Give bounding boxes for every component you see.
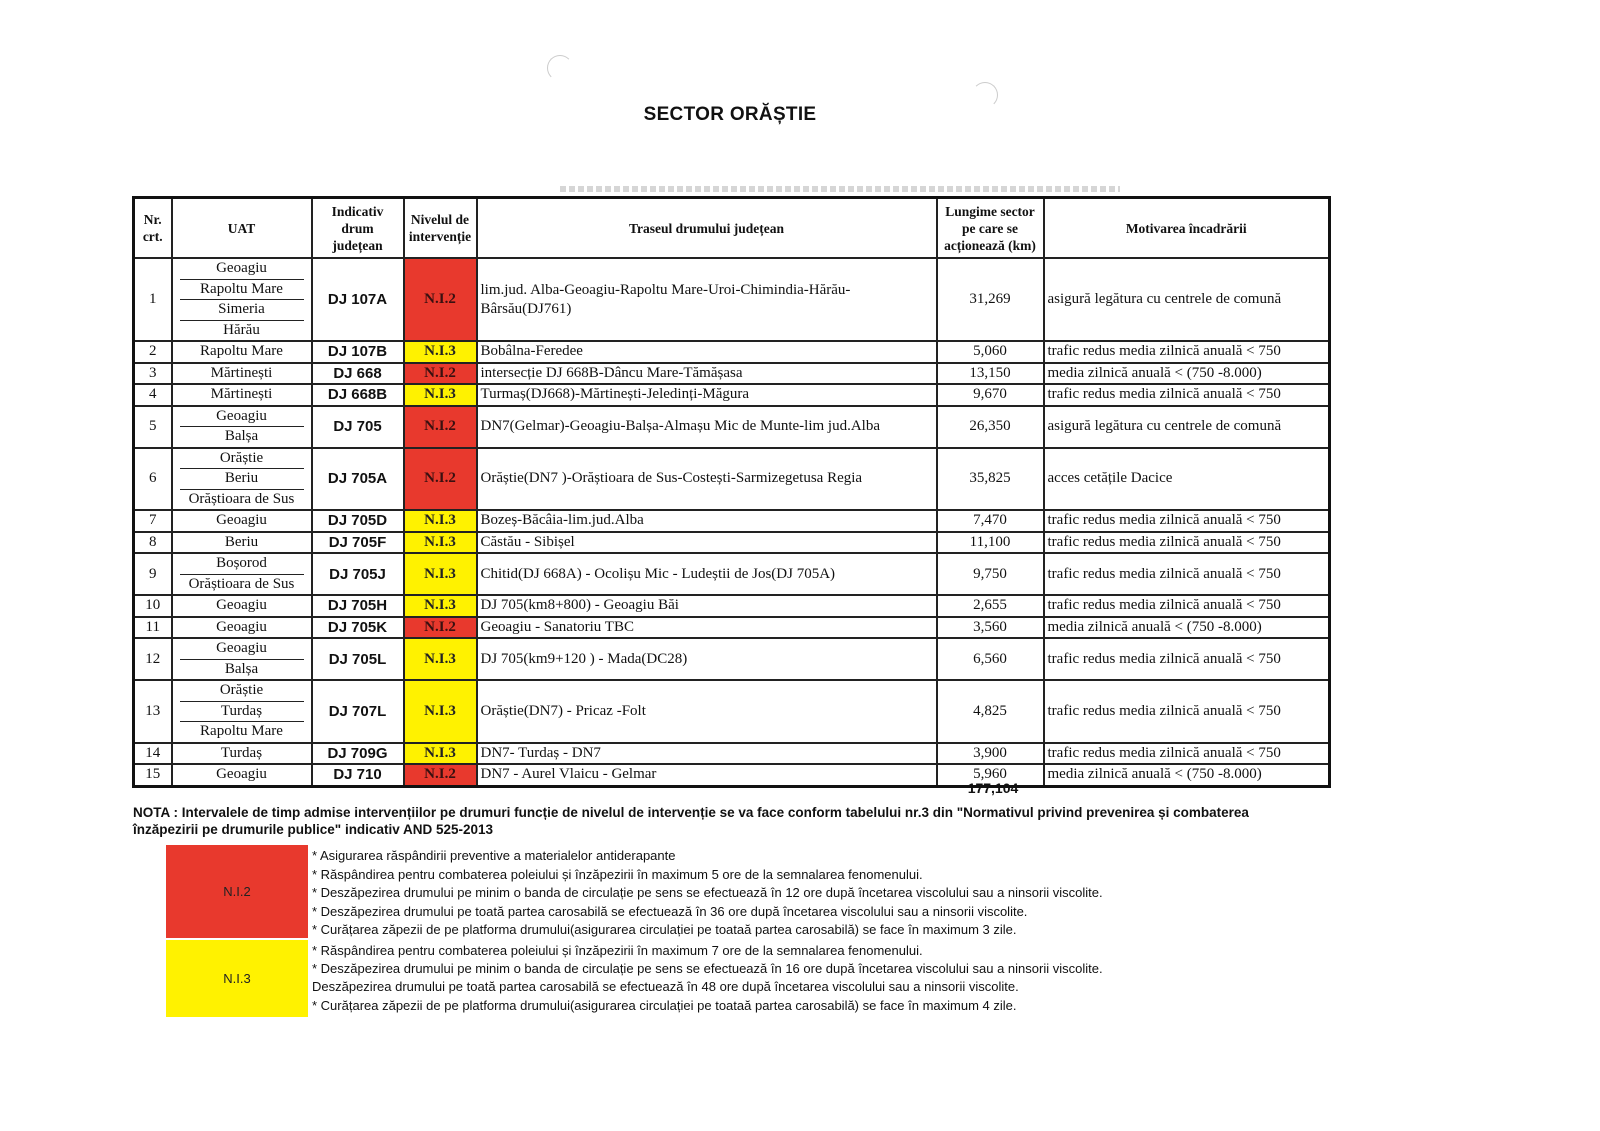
legend-line: * Deszăpezirea drumului pe toată partea carosabilă se efectuează în 36 ore după încetarea viscolului sau a ninsorii viscolite. — [312, 903, 1028, 919]
road-code: DJ 107B — [312, 341, 404, 363]
legend-line: * Răspândirea pentru combaterea poleiului și înzăpezirii în maximum 5 ore de la semnalarea fenomenului. — [312, 866, 923, 882]
sector-length: 6,560 — [937, 638, 1044, 680]
uat-cell — [172, 638, 312, 680]
row-number: 14 — [134, 743, 172, 765]
intervention-level-badge: N.I.2 — [404, 448, 477, 511]
motivation: trafic redus media zilnică anuală < 750 — [1044, 532, 1330, 554]
route-description: DJ 705(km9+120 ) - Mada(DC28) — [477, 638, 937, 680]
legend-row-ni3 — [166, 940, 1266, 1017]
motivation: trafic redus media zilnică anuală < 750 — [1044, 510, 1330, 532]
uat-list — [176, 407, 308, 447]
table-body — [134, 258, 1330, 786]
intervention-level-badge: N.I.2 — [404, 363, 477, 385]
table-row — [134, 595, 1330, 617]
road-code: DJ 705J — [312, 553, 404, 595]
uat-cell — [172, 764, 312, 786]
route-description: Turmaș(DJ668)-Mărtinești-Jeledinți-Măgura — [477, 384, 937, 406]
uat-item: Orăștioara de Sus — [188, 490, 295, 507]
uat-list — [176, 618, 308, 638]
table-row — [134, 510, 1330, 532]
motivation: acces cetățile Dacice — [1044, 448, 1330, 511]
motivation: trafic redus media zilnică anuală < 750 — [1044, 384, 1330, 406]
sector-length: 3,560 — [937, 617, 1044, 639]
table-row — [134, 384, 1330, 406]
table-row — [134, 638, 1330, 680]
motivation: trafic redus media zilnică anuală < 750 — [1044, 743, 1330, 765]
row-number: 5 — [134, 406, 172, 448]
uat-item: Geoagiu — [216, 766, 267, 783]
route-description: DN7(Gelmar)-Geoagiu-Balșa-Almașu Mic de Munte-lim jud.Alba — [477, 406, 937, 448]
uat-list — [176, 596, 308, 616]
road-code: DJ 710 — [312, 764, 404, 786]
road-code: DJ 668B — [312, 384, 404, 406]
sector-length: 4,825 — [937, 680, 1044, 743]
legend-line: * Curățarea zăpezii de pe platforma drumului(asigurarea circulației pe toataă partea carosabilă) se face în maximum 3 zile. — [312, 922, 1017, 938]
table-row — [134, 764, 1330, 786]
uat-item: Orăștie — [180, 681, 304, 702]
header-lungime: Lungime sector pe care se acționează (km) — [937, 198, 1044, 259]
header-uat: UAT — [172, 198, 312, 259]
road-code: DJ 705D — [312, 510, 404, 532]
table-header-row — [134, 198, 1330, 259]
uat-item: Geoagiu — [216, 512, 267, 529]
uat-cell — [172, 384, 312, 406]
uat-item: Geoagiu — [216, 618, 267, 635]
route-description: Orăștie(DN7) - Pricaz -Folt — [477, 680, 937, 743]
intervention-level-badge: N.I.3 — [404, 510, 477, 532]
route-description: DN7 - Aurel Vlaicu - Gelmar — [477, 764, 937, 786]
road-code: DJ 705A — [312, 448, 404, 511]
table-row — [134, 406, 1330, 448]
uat-item: Geoagiu — [180, 259, 304, 280]
intervention-level-badge: N.I.3 — [404, 341, 477, 363]
note-text: NOTA : Intervalele de timp admise intervențiilor pe drumuri funcție de nivelul de intervenție se va face conform tabelului nr.3 din "Normativul privind prevenirea și combaterea înzăpezirii pe drumurile publice" indicativ AND 525-2013 — [133, 805, 1249, 837]
uat-cell — [172, 617, 312, 639]
route-description: Chitid(DJ 668A) - Ocolișu Mic - Ludeștii de Jos(DJ 705A) — [477, 553, 937, 595]
table-row — [134, 617, 1330, 639]
uat-list — [176, 385, 308, 405]
table-row — [134, 258, 1330, 341]
header-nr: Nr. crt. — [134, 198, 172, 259]
legend-line: * Curățarea zăpezii de pe platforma drumului(asigurarea circulației pe toataă partea carosabilă) se face în maximum 4 zile. — [312, 997, 1017, 1013]
intervention-level-badge: N.I.3 — [404, 595, 477, 617]
table-row — [134, 448, 1330, 511]
legend-swatch-ni3: N.I.3 — [166, 940, 308, 1017]
sector-length: 5,960 — [937, 764, 1044, 786]
uat-item: Geoagiu — [180, 639, 304, 660]
intervention-level-badge: N.I.2 — [404, 764, 477, 786]
legend-row-ni2 — [166, 845, 1266, 940]
row-number: 4 — [134, 384, 172, 406]
row-number: 6 — [134, 448, 172, 511]
uat-item: Beriu — [224, 533, 259, 550]
row-number: 2 — [134, 341, 172, 363]
header-indicativ: Indicativ drum județean — [312, 198, 404, 259]
uat-cell — [172, 258, 312, 341]
motivation: media zilnică anuală < (750 -8.000) — [1044, 363, 1330, 385]
uat-cell — [172, 341, 312, 363]
uat-item: Hărău — [223, 321, 260, 338]
scan-artifact — [547, 55, 573, 81]
row-number: 12 — [134, 638, 172, 680]
uat-list — [176, 511, 308, 531]
row-number: 9 — [134, 553, 172, 595]
motivation: media zilnică anuală < (750 -8.000) — [1044, 617, 1330, 639]
uat-item: Orăștie — [180, 449, 304, 470]
uat-item: Mărtinești — [210, 386, 273, 403]
road-code: DJ 709G — [312, 743, 404, 765]
uat-item: Turdaș — [220, 744, 263, 761]
uat-list — [176, 765, 308, 785]
route-description: DN7- Turdaș - DN7 — [477, 743, 937, 765]
intervention-level-badge: N.I.3 — [404, 638, 477, 680]
sector-length: 5,060 — [937, 341, 1044, 363]
table-row — [134, 363, 1330, 385]
uat-list — [176, 364, 308, 384]
sector-length: 11,100 — [937, 532, 1044, 554]
sector-length: 13,150 — [937, 363, 1044, 385]
faded-header-text — [560, 186, 1120, 192]
uat-cell — [172, 363, 312, 385]
road-code: DJ 705H — [312, 595, 404, 617]
motivation: asigură legătura cu centrele de comună — [1044, 406, 1330, 448]
row-number: 8 — [134, 532, 172, 554]
motivation: trafic redus media zilnică anuală < 750 — [1044, 638, 1330, 680]
row-number: 10 — [134, 595, 172, 617]
uat-list — [176, 342, 308, 362]
row-number: 7 — [134, 510, 172, 532]
legend-line: Deszăpezirea drumului pe toată partea carosabilă se efectuează în 48 ore după încetarea viscolului sau a ninsorii viscolite. — [312, 979, 1019, 995]
uat-list — [176, 639, 308, 679]
sector-length: 9,670 — [937, 384, 1044, 406]
uat-cell — [172, 510, 312, 532]
uat-item: Mărtinești — [210, 364, 273, 381]
header-traseu: Traseul drumului județean — [477, 198, 937, 259]
table-row — [134, 341, 1330, 363]
uat-item: Simeria — [180, 300, 304, 321]
motivation: media zilnică anuală < (750 -8.000) — [1044, 764, 1330, 786]
road-code: DJ 707L — [312, 680, 404, 743]
motivation: trafic redus media zilnică anuală < 750 — [1044, 553, 1330, 595]
uat-list — [176, 681, 308, 742]
sector-length: 31,269 — [937, 258, 1044, 341]
motivation: asigură legătura cu centrele de comună — [1044, 258, 1330, 341]
legend — [166, 845, 1266, 1017]
uat-item: Balșa — [224, 428, 259, 445]
intervention-level-badge: N.I.2 — [404, 406, 477, 448]
table-row — [134, 532, 1330, 554]
motivation: trafic redus media zilnică anuală < 750 — [1044, 341, 1330, 363]
uat-item: Boșorod — [180, 554, 304, 575]
intervention-level-badge: N.I.2 — [404, 258, 477, 341]
uat-item: Orăștioara de Sus — [188, 575, 295, 592]
intervention-level-badge: N.I.3 — [404, 680, 477, 743]
row-number: 13 — [134, 680, 172, 743]
page-title: SECTOR ORĂȘTIE — [643, 104, 817, 125]
row-number: 1 — [134, 258, 172, 341]
uat-item: Beriu — [180, 469, 304, 490]
total-length: 177,104 — [967, 780, 1019, 796]
route-description: Bozeș-Băcâia-lim.jud.Alba — [477, 510, 937, 532]
row-number: 11 — [134, 617, 172, 639]
route-description: DJ 705(km8+800) - Geoagiu Băi — [477, 595, 937, 617]
table-row — [134, 680, 1330, 743]
sector-length: 7,470 — [937, 510, 1044, 532]
sector-length: 35,825 — [937, 448, 1044, 511]
legend-line: * Răspândirea pentru combaterea poleiului și înzăpezirii în maximum 7 ore de la semnalarea fenomenului. — [312, 942, 923, 958]
uat-cell — [172, 448, 312, 511]
road-code: DJ 705L — [312, 638, 404, 680]
uat-cell — [172, 595, 312, 617]
row-number: 15 — [134, 764, 172, 786]
uat-cell — [172, 406, 312, 448]
route-description: intersecție DJ 668B-Dâncu Mare-Tămășasa — [477, 363, 937, 385]
uat-item: Rapoltu Mare — [180, 280, 304, 301]
legend-line: * Asigurarea răspândirii preventive a materialelor antiderapante — [312, 848, 676, 863]
route-description: Căstău - Sibișel — [477, 532, 937, 554]
road-code: DJ 705 — [312, 406, 404, 448]
uat-item: Geoagiu — [216, 597, 267, 614]
road-code: DJ 705F — [312, 532, 404, 554]
legend-text-ni3 — [308, 940, 1103, 1017]
uat-list — [176, 449, 308, 510]
intervention-level-badge: N.I.2 — [404, 617, 477, 639]
uat-cell — [172, 680, 312, 743]
header-nivel: Nivelul de intervenție — [404, 198, 477, 259]
sector-length: 26,350 — [937, 406, 1044, 448]
intervention-level-badge: N.I.3 — [404, 532, 477, 554]
route-description: lim.jud. Alba-Geoagiu-Rapoltu Mare-Uroi-Chimindia-Hărău-Bârsău(DJ761) — [477, 258, 937, 341]
sector-length: 2,655 — [937, 595, 1044, 617]
row-number: 3 — [134, 363, 172, 385]
uat-list — [176, 744, 308, 764]
header-motivare: Motivarea încadrării — [1044, 198, 1330, 259]
uat-list — [176, 533, 308, 553]
uat-item: Balșa — [224, 660, 259, 677]
uat-list — [176, 259, 308, 340]
road-code: DJ 668 — [312, 363, 404, 385]
uat-item: Rapoltu Mare — [200, 723, 283, 740]
uat-cell — [172, 532, 312, 554]
intervention-level-badge: N.I.3 — [404, 384, 477, 406]
road-code: DJ 107A — [312, 258, 404, 341]
uat-item: Geoagiu — [180, 407, 304, 428]
legend-swatch-ni2: N.I.2 — [166, 845, 308, 938]
roads-table — [132, 196, 1331, 788]
uat-list — [176, 554, 308, 594]
route-description: Orăștie(DN7 )-Orăștioara de Sus-Costești-Sarmizegetusa Regia — [477, 448, 937, 511]
motivation: trafic redus media zilnică anuală < 750 — [1044, 680, 1330, 743]
legend-line: * Deszăpezirea drumului pe minim o banda de circulație pe sens se efectuează în 12 ore după încetarea viscolului sau a ninsorii viscolite. — [312, 885, 1103, 901]
uat-item: Rapoltu Mare — [200, 343, 283, 360]
intervention-level-badge: N.I.3 — [404, 553, 477, 595]
sector-length: 3,900 — [937, 743, 1044, 765]
legend-line: * Deszăpezirea drumului pe minim o banda de circulație pe sens se efectuează în 16 ore după încetarea viscolului sau a ninsorii viscolite. — [312, 961, 1103, 977]
sector-length: 9,750 — [937, 553, 1044, 595]
uat-item: Turdaș — [180, 702, 304, 723]
table-row — [134, 743, 1330, 765]
uat-cell — [172, 553, 312, 595]
route-description: Geoagiu - Sanatoriu TBC — [477, 617, 937, 639]
road-code: DJ 705K — [312, 617, 404, 639]
intervention-level-badge: N.I.3 — [404, 743, 477, 765]
motivation: trafic redus media zilnică anuală < 750 — [1044, 595, 1330, 617]
legend-text-ni2 — [308, 845, 1103, 940]
uat-cell — [172, 743, 312, 765]
table-row — [134, 553, 1330, 595]
route-description: Bobâlna-Feredee — [477, 341, 937, 363]
